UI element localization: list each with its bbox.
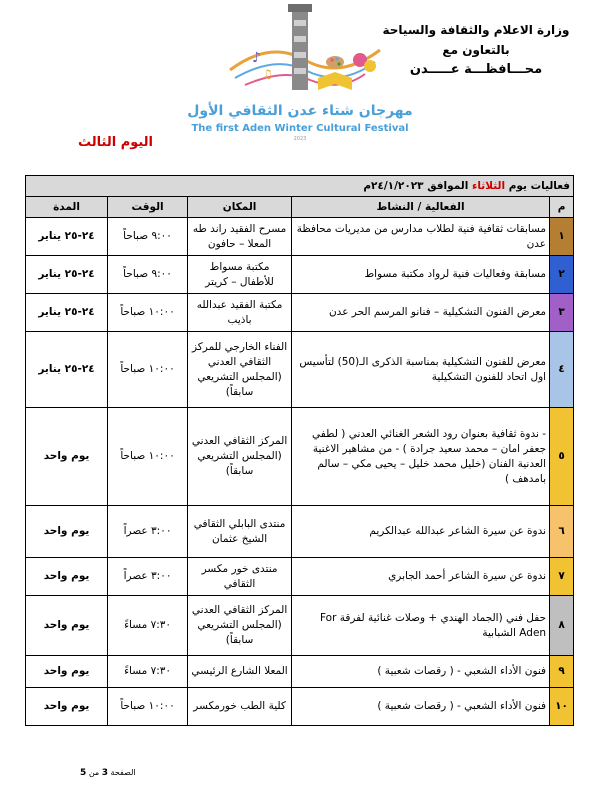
day-label: اليوم الثالث — [78, 135, 154, 150]
time-cell: ١٠:٠٠ صباحاً — [108, 688, 188, 726]
time-cell: ١٠:٠٠ صباحاً — [108, 408, 188, 506]
page-footer — [80, 768, 136, 778]
footer-total-pages: 5 — [80, 768, 87, 778]
location-cell: مكتبة مسواط للأطفال – كريتر — [188, 256, 292, 294]
location-cell: مسرح الفقيد راند طه المعلا – حافون — [188, 218, 292, 256]
duration-cell: يوم واحد — [26, 558, 108, 596]
table-row — [26, 656, 574, 688]
festival-name-english: The first Aden Winter Cultural Festival — [191, 123, 409, 134]
table-row — [26, 408, 574, 506]
duration-cell: ٢٤-٢٥ يناير — [26, 332, 108, 408]
table-row — [26, 218, 574, 256]
svg-text:♫: ♫ — [262, 67, 273, 81]
footer-of: من — [88, 768, 100, 777]
table-title-date: الموافق ٢٤/١/٢٠٢٣م — [363, 179, 469, 192]
activity-cell: فنون الأداء الشعبي - ( رقصات شعبية ) — [292, 688, 550, 726]
header-time: الوقت — [108, 197, 188, 218]
time-cell: ٣:٠٠ عصراً — [108, 506, 188, 558]
ministry-name: وزارة الاعلام والثقافة والسياحة — [382, 23, 570, 37]
table-title — [26, 176, 574, 197]
table-title-prefix: فعاليات يوم — [508, 179, 571, 192]
location-cell: كلية الطب خورمكسر — [188, 688, 292, 726]
row-number: ٤ — [550, 332, 574, 408]
row-number: ٧ — [550, 558, 574, 596]
activity-cell: - ندوة ثقافية بعنوان رود الشعر الغنائي العدني ( لطفي جعفر امان – محمد سعيد جرادة ) - من مشاهير الاغنية العدنية الفنان (خليل محمد خليل – يحيى مكي – سالم بامدهف ) — [292, 408, 550, 506]
time-cell: ٧:٣٠ مساءً — [108, 596, 188, 656]
footer-label: الصفحة — [110, 768, 136, 777]
activity-cell: فنون الأداء الشعبي - ( رقصات شعبية ) — [292, 656, 550, 688]
table-row — [26, 506, 574, 558]
activity-cell: ندوة عن سيرة الشاعر عبدالله عبدالكريم — [292, 506, 550, 558]
duration-cell: ٢٤-٢٥ يناير — [26, 218, 108, 256]
duration-cell: ٢٤-٢٥ يناير — [26, 294, 108, 332]
location-cell: منتدى البابلي الثقافي الشيخ عثمان — [188, 506, 292, 558]
location-cell: الفناء الخارجي للمركز الثقافي العدني (المجلس التشريعي سابقاً) — [188, 332, 292, 408]
duration-cell: ٢٤-٢٥ يناير — [26, 256, 108, 294]
lighthouse-logo-icon — [190, 0, 420, 105]
time-cell: ٩:٠٠ صباحاً — [108, 218, 188, 256]
table-title-day: الثلاثاء — [471, 179, 506, 192]
table-row — [26, 332, 574, 408]
duration-cell: يوم واحد — [26, 656, 108, 688]
table-row — [26, 294, 574, 332]
location-cell: المركز الثقافي العدني (المجلس التشريعي سابقاً) — [188, 596, 292, 656]
time-cell: ١٠:٠٠ صباحاً — [108, 332, 188, 408]
row-number: ٣ — [550, 294, 574, 332]
location-cell: منتدى خور مكسر الثقافي — [188, 558, 292, 596]
location-cell: المركز الثقافي العدني (المجلس التشريعي سابقاً) — [188, 408, 292, 506]
header-number: م — [550, 197, 574, 218]
svg-text:♪: ♪ — [252, 50, 261, 66]
row-number: ٩ — [550, 656, 574, 688]
row-number: ٨ — [550, 596, 574, 656]
table-row — [26, 558, 574, 596]
table-header-row — [26, 197, 574, 218]
location-cell: المعلا الشارع الرئيسي — [188, 656, 292, 688]
header-location: المكان — [188, 197, 292, 218]
governorate-name: محـــافظـــة عـــــدن — [409, 62, 543, 77]
festival-year: 2023 — [293, 136, 307, 142]
table-row — [26, 688, 574, 726]
row-number: ١٠ — [550, 688, 574, 726]
table-row — [26, 596, 574, 656]
cooperation-text: بالتعاون مع — [442, 43, 510, 57]
location-cell: مكتبة الفقيد عبدالله باذيب — [188, 294, 292, 332]
header-activity: الفعالية / النشاط — [292, 197, 550, 218]
row-number: ٥ — [550, 408, 574, 506]
activity-cell: حفل فني (الجماد الهندي + وصلات غنائية لفرقة For Aden الشبابية — [292, 596, 550, 656]
table-row — [26, 256, 574, 294]
time-cell: ١٠:٠٠ صباحاً — [108, 294, 188, 332]
footer-current-page: 3 — [101, 768, 108, 778]
festival-name-arabic: مهرجان شتاء عدن الثقافي الأول — [187, 103, 413, 119]
activity-cell: مسابقة وفعاليات فنية لرواد مكتبة مسواط — [292, 256, 550, 294]
activity-cell: معرض الفنون التشكيلية – فنانو المرسم الحر عدن — [292, 294, 550, 332]
row-number: ٦ — [550, 506, 574, 558]
schedule-table — [25, 175, 574, 726]
table-title-row — [26, 176, 574, 197]
activity-cell: معرض للفنون التشكيلية بمناسبة الذكرى الـ(50) لتأسيس اول اتحاد للفنون التشكيلية — [292, 332, 550, 408]
row-number: ١ — [550, 218, 574, 256]
duration-cell: يوم واحد — [26, 596, 108, 656]
duration-cell: يوم واحد — [26, 506, 108, 558]
activity-cell: ندوة عن سيرة الشاعر أحمد الجابري — [292, 558, 550, 596]
time-cell: ٣:٠٠ عصراً — [108, 558, 188, 596]
time-cell: ٧:٣٠ مساءً — [108, 656, 188, 688]
duration-cell: يوم واحد — [26, 408, 108, 506]
duration-cell: يوم واحد — [26, 688, 108, 726]
time-cell: ٩:٠٠ صباحاً — [108, 256, 188, 294]
row-number: ٢ — [550, 256, 574, 294]
activity-cell: مسابقات ثقافية فنية لطلاب مدارس من مديريات محافظة عدن — [292, 218, 550, 256]
header-duration: المدة — [26, 197, 108, 218]
